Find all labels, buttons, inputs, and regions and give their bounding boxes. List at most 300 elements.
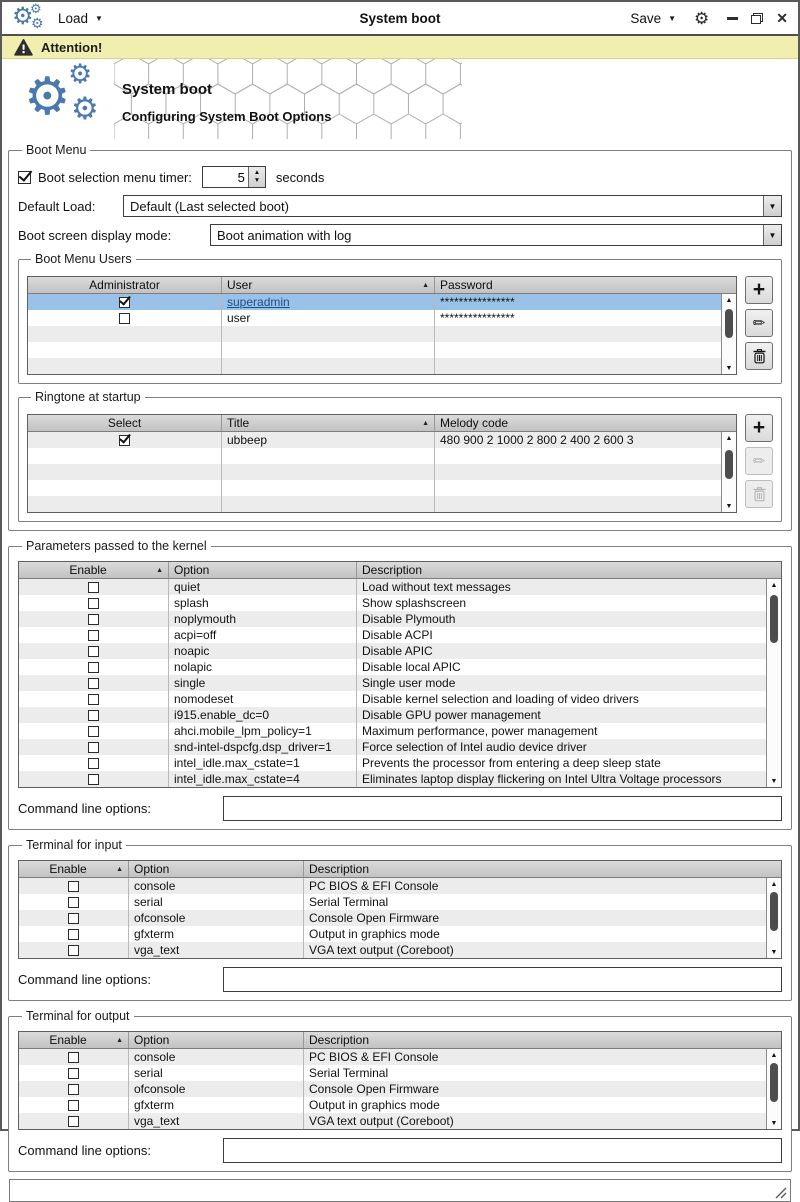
scroll-up-icon[interactable]: ▲ [725,434,733,442]
cmdline-label: Command line options: [18,972,151,987]
hexagon-pattern [114,59,462,139]
description-cell [357,723,781,739]
column-header-melody[interactable]: Melody code [440,416,509,430]
option-cell [129,1081,304,1097]
melody-code: 480 900 2 1000 2 800 2 400 2 600 3 [440,433,634,447]
column-header-description[interactable]: Description [309,1033,370,1047]
option-cell [129,1113,304,1129]
kernel-table-header [19,562,781,579]
scroll-up-icon[interactable]: ▲ [770,1051,778,1059]
kernel-param-row[interactable] [19,643,781,659]
ringtone-title: ubbeep [227,433,268,447]
enable-cell [19,643,169,659]
enable-cell [19,1049,129,1065]
plus-icon: + [752,415,766,439]
kernel-param-row[interactable] [19,675,781,691]
boot-menu-users-section [18,252,782,384]
option-cell [129,1049,304,1065]
user-name[interactable]: superadmin [227,295,290,309]
option-name: console [134,1050,176,1064]
description-cell [357,755,781,771]
terminal-input-section [8,838,792,1001]
add-user-button[interactable] [745,276,773,304]
enable-checkbox[interactable] [68,945,79,956]
scroll-track[interactable] [722,306,736,362]
scroll-thumb[interactable] [770,892,778,931]
terminal-output-section [8,1009,792,1172]
trash-icon [752,348,767,364]
title-cell [222,480,435,496]
terminal-option-row[interactable] [19,1049,781,1065]
select-cell [28,432,222,448]
users-table [27,276,737,375]
option-name: console [134,879,176,893]
terminal-output-header [19,1032,781,1049]
window-title: System boot [359,10,441,26]
option-name: noplymouth [174,612,237,626]
option-description: Disable ACPI [362,628,433,642]
column-header-enable[interactable]: Enable ▲ [19,562,169,578]
scroll-track[interactable] [767,591,781,775]
chevron-down-icon: ▼ [95,13,103,23]
option-cell [169,771,357,787]
enable-checkbox[interactable] [88,598,99,609]
scroll-track[interactable] [767,1061,781,1117]
enable-cell [19,1113,129,1129]
option-description: Force selection of Intel audio device driver [362,740,587,754]
option-description: Output in graphics mode [309,927,440,941]
scroll-thumb[interactable] [725,309,733,338]
add-ringtone-button[interactable] [745,414,773,442]
boot-menu-section [8,143,792,531]
users-actions [745,276,773,370]
enable-checkbox[interactable] [88,646,99,657]
title-cell [222,464,435,480]
edit-ringtone-button [745,447,773,475]
column-header-description[interactable]: Description [362,563,423,577]
minimize-button[interactable] [727,17,738,20]
vertical-scrollbar[interactable] [721,432,736,512]
kernel-param-row[interactable] [19,659,781,675]
terminal-output-table [18,1031,782,1130]
option-description: Load without text messages [362,580,511,594]
description-cell [357,611,781,627]
scroll-down-icon[interactable]: ▼ [770,948,778,956]
edit-user-button[interactable] [745,309,773,337]
gear-icon: ⚙ [12,3,34,30]
maximize-button[interactable] [751,13,763,24]
password-cell [435,294,736,310]
description-cell [304,1097,781,1113]
option-name: nolapic [174,660,213,674]
spin-down-icon[interactable]: ▼ [253,177,261,184]
option-description: Prevents the processor from entering a deep sleep state [362,756,661,770]
enable-cell [19,659,169,675]
option-name: i915.enable_dc=0 [174,708,270,722]
option-cell [169,707,357,723]
enable-cell [19,910,129,926]
description-cell [357,691,781,707]
enable-checkbox[interactable] [68,881,79,892]
spinner-buttons[interactable] [248,167,265,187]
enable-checkbox[interactable] [88,726,99,737]
terminal-option-row[interactable] [19,1065,781,1081]
description-cell [304,926,781,942]
option-cell [129,926,304,942]
timer-value-input[interactable] [203,167,248,187]
kernel-params-section [8,539,792,830]
enable-cell [19,926,129,942]
option-cell [129,942,304,958]
option-description: Disable Plymouth [362,612,456,626]
terminal-input-cmdline-row [18,967,782,992]
option-name: ofconsole [134,1082,186,1096]
melody-cell [435,464,736,480]
option-cell [169,611,357,627]
enable-checkbox[interactable] [68,1100,79,1111]
melody-cell [435,432,736,448]
select-cell [28,448,222,464]
boot-menu-users-legend: Boot Menu Users [35,252,132,266]
option-name: serial [134,895,163,909]
enable-checkbox[interactable] [88,662,99,673]
enable-checkbox[interactable] [68,897,79,908]
dropdown-button[interactable] [763,196,781,216]
load-menu-button[interactable] [58,11,103,26]
option-cell [169,595,357,611]
terminal-option-row[interactable] [19,878,781,894]
user-cell [222,342,435,358]
user-row[interactable] [28,294,736,310]
select-cell [28,464,222,480]
enable-cell [19,942,129,958]
option-name: intel_idle.max_cstate=1 [174,756,300,770]
enable-cell [19,595,169,611]
display-mode-value: Boot animation with log [217,227,352,243]
scroll-up-icon[interactable]: ▲ [770,581,778,589]
page-title: System boot [122,81,213,98]
option-description: Disable APIC [362,644,433,658]
enable-checkbox[interactable] [88,758,99,769]
option-description: Maximum performance, power management [362,724,598,738]
kernel-cmdline-input[interactable] [223,796,782,821]
page-header [2,59,798,139]
resize-grip[interactable] [774,1186,787,1199]
close-button[interactable]: ✕ [776,10,788,26]
terminal-output-legend: Terminal for output [26,1009,130,1023]
description-cell [304,1065,781,1081]
select-checkbox[interactable] [119,435,130,446]
kernel-param-row[interactable] [19,739,781,755]
terminal-input-body [19,878,781,958]
option-description: Console Open Firmware [309,911,440,925]
option-description: PC BIOS & EFI Console [309,1050,439,1064]
titlebar [2,2,798,36]
column-header-option[interactable]: Option [129,861,304,877]
option-name: gfxterm [134,927,175,941]
terminal-input-cmdline-input[interactable] [223,967,782,992]
enable-cell [19,739,169,755]
option-description: Console Open Firmware [309,1082,440,1096]
timer-spinner[interactable] [202,166,266,188]
kernel-param-row[interactable] [19,771,781,787]
option-cell [129,1065,304,1081]
delete-user-button[interactable] [745,342,773,370]
title-cell [222,496,435,512]
terminal-output-cmdline-input[interactable] [223,1138,782,1163]
trash-icon [752,486,767,502]
column-header-title[interactable]: Title ▲ [222,415,435,431]
attention-label: Attention! [41,39,103,55]
terminal-option-row[interactable] [19,1113,781,1129]
sort-asc-icon: ▲ [116,865,123,873]
column-header-description[interactable]: Description [309,862,370,876]
enable-checkbox[interactable] [88,694,99,705]
enable-checkbox[interactable] [88,678,99,689]
option-description: Single user mode [362,676,456,690]
boot-menu-legend: Boot Menu [26,143,87,157]
terminal-option-row[interactable] [19,1081,781,1097]
terminal-option-row[interactable] [19,1097,781,1113]
description-cell [304,1049,781,1065]
description-cell [304,894,781,910]
page-subtitle: Configuring System Boot Options [122,109,332,124]
column-header-enable[interactable]: Enable ▲ [19,1032,129,1048]
vertical-scrollbar[interactable] [766,579,781,787]
scroll-down-icon[interactable]: ▼ [725,364,733,372]
enable-cell [19,1097,129,1113]
administrator-cell [28,310,222,326]
enable-checkbox[interactable] [88,614,99,625]
kernel-cmdline-row [18,796,782,821]
scroll-track[interactable] [722,444,736,500]
user-cell [222,358,435,374]
option-cell [169,675,357,691]
option-name: acpi=off [174,628,217,642]
column-header-option[interactable]: Option [169,562,357,578]
password-cell [435,310,736,326]
select-cell [28,496,222,512]
default-load-row [18,195,782,217]
delete-ringtone-button [745,480,773,508]
administrator-cell [28,326,222,342]
ringtone-actions [745,414,773,508]
user-row[interactable] [28,310,736,326]
kernel-table-body [19,579,781,787]
gear-icon: ⚙ [24,68,71,126]
scroll-thumb[interactable] [770,595,778,643]
option-description: Disable local APIC [362,660,461,674]
title-cell [222,432,435,448]
option-cell [129,910,304,926]
scroll-up-icon[interactable]: ▲ [770,880,778,888]
gear-icon: ⚙ [68,59,93,89]
terminal-option-row[interactable] [19,942,781,958]
warning-icon [14,39,33,56]
option-name: quiet [174,580,201,594]
description-cell [357,659,781,675]
kernel-param-row[interactable] [19,755,781,771]
description-cell [304,1081,781,1097]
ringtone-legend: Ringtone at startup [35,390,141,404]
administrator-checkbox[interactable] [119,313,130,324]
description-cell [357,595,781,611]
administrator-checkbox[interactable] [119,297,130,308]
enable-checkbox[interactable] [88,582,99,593]
save-label: Save [630,10,662,26]
option-name: vga_text [134,943,180,957]
kernel-param-row[interactable] [19,579,781,595]
scroll-down-icon[interactable]: ▼ [770,777,778,785]
load-label: Load [58,10,89,26]
enable-checkbox[interactable] [68,1116,79,1127]
terminal-option-row[interactable] [19,926,781,942]
terminal-input-table [18,860,782,959]
column-header-administrator[interactable]: Administrator [28,277,222,293]
column-header-select[interactable]: Select [28,415,222,431]
option-description: Disable kernel selection and loading of video drivers [362,692,639,706]
user-name[interactable]: user [227,311,251,325]
kernel-param-row[interactable] [19,611,781,627]
vertical-scrollbar[interactable] [721,294,736,374]
melody-cell [435,480,736,496]
display-mode-select[interactable] [210,224,782,246]
vertical-scrollbar[interactable] [766,878,781,958]
kernel-param-row[interactable] [19,691,781,707]
spin-up-icon[interactable]: ▲ [253,168,261,176]
description-cell [304,942,781,958]
option-description: Disable GPU power management [362,708,541,722]
gear-icon: ⚙ [30,1,42,16]
description-cell [357,579,781,595]
pencil-icon: ✏ [752,314,766,332]
ringtone-row[interactable] [28,480,736,496]
melody-cell [435,448,736,464]
enable-checkbox[interactable] [68,1052,79,1063]
description-cell [357,675,781,691]
ringtone-row[interactable] [28,464,736,480]
scroll-thumb[interactable] [725,450,733,479]
enable-cell [19,611,169,627]
option-name: intel_idle.max_cstate=4 [174,772,300,786]
kernel-param-row[interactable] [19,707,781,723]
enable-cell [19,675,169,691]
enable-checkbox[interactable] [68,1068,79,1079]
option-description: VGA text output (Coreboot) [309,1114,454,1128]
column-header-password[interactable]: Password [440,278,493,292]
enable-checkbox[interactable] [68,929,79,940]
timer-row [18,166,782,188]
display-mode-label: Boot screen display mode: [18,227,172,243]
display-mode-row [18,224,782,246]
option-cell [169,643,357,659]
terminal-input-legend: Terminal for input [26,838,122,852]
ringtone-row[interactable] [28,496,736,512]
option-name: single [174,676,206,690]
enable-checkbox[interactable] [68,1084,79,1095]
ringtone-row[interactable] [28,448,736,464]
chevron-down-icon: ▼ [668,13,677,23]
dropdown-button[interactable] [763,225,781,245]
option-name: nomodeset [174,692,234,706]
scroll-thumb[interactable] [770,1063,778,1102]
attention-banner[interactable] [2,36,798,59]
user-row[interactable] [28,342,736,358]
option-description: Show splashscreen [362,596,467,610]
terminal-output-cmdline-row [18,1138,782,1163]
timer-label: Boot selection menu timer: [38,169,192,185]
default-load-select[interactable] [123,195,782,217]
enable-checkbox[interactable] [88,710,99,721]
scroll-up-icon[interactable]: ▲ [725,296,733,304]
ringtone-table-body [28,432,736,512]
option-name: noapic [174,644,210,658]
administrator-cell [28,342,222,358]
ringtone-table-header [28,415,736,432]
option-description: Serial Terminal [309,1066,389,1080]
timer-checkbox[interactable] [18,171,31,184]
enable-checkbox[interactable] [88,630,99,641]
cmdline-label: Command line options: [18,801,151,816]
user-row[interactable] [28,326,736,342]
administrator-cell [28,358,222,374]
terminal-input-header [19,861,781,878]
kernel-param-row[interactable] [19,723,781,739]
terminal-option-row[interactable] [19,894,781,910]
terminal-option-row[interactable] [19,910,781,926]
enable-cell [19,755,169,771]
enable-cell [19,878,129,894]
option-cell [169,739,357,755]
user-cell [222,310,435,326]
option-name: splash [174,596,209,610]
ringtone-section [18,390,782,522]
enable-cell [19,1081,129,1097]
app-logo-gears [24,59,110,133]
description-cell [357,643,781,659]
option-name: serial [134,1066,163,1080]
enable-checkbox[interactable] [88,774,99,785]
enable-checkbox[interactable] [88,742,99,753]
window-controls [727,11,788,25]
option-cell [169,579,357,595]
app-gears-icon [12,1,46,32]
gear-icon: ⚙ [31,15,44,31]
enable-checkbox[interactable] [68,913,79,924]
scroll-down-icon[interactable]: ▼ [770,1119,778,1127]
title-cell [222,448,435,464]
scroll-track[interactable] [767,890,781,946]
ringtone-row[interactable] [28,432,736,448]
select-cell [28,480,222,496]
enable-cell [19,579,169,595]
kernel-params-legend: Parameters passed to the kernel [26,539,207,553]
vertical-scrollbar[interactable] [766,1049,781,1129]
settings-gear-button[interactable]: ⚙ [694,8,710,28]
column-header-user[interactable]: User ▲ [222,277,435,293]
description-cell [357,739,781,755]
save-menu-button[interactable] [630,11,676,26]
users-table-body [28,294,736,374]
column-header-option[interactable]: Option [129,1032,304,1048]
scroll-down-icon[interactable]: ▼ [725,502,733,510]
column-header-enable[interactable]: Enable ▲ [19,861,129,877]
cmdline-label: Command line options: [18,1143,151,1158]
description-cell [357,771,781,787]
user-row[interactable] [28,358,736,374]
kernel-param-row[interactable] [19,627,781,643]
kernel-param-row[interactable] [19,595,781,611]
